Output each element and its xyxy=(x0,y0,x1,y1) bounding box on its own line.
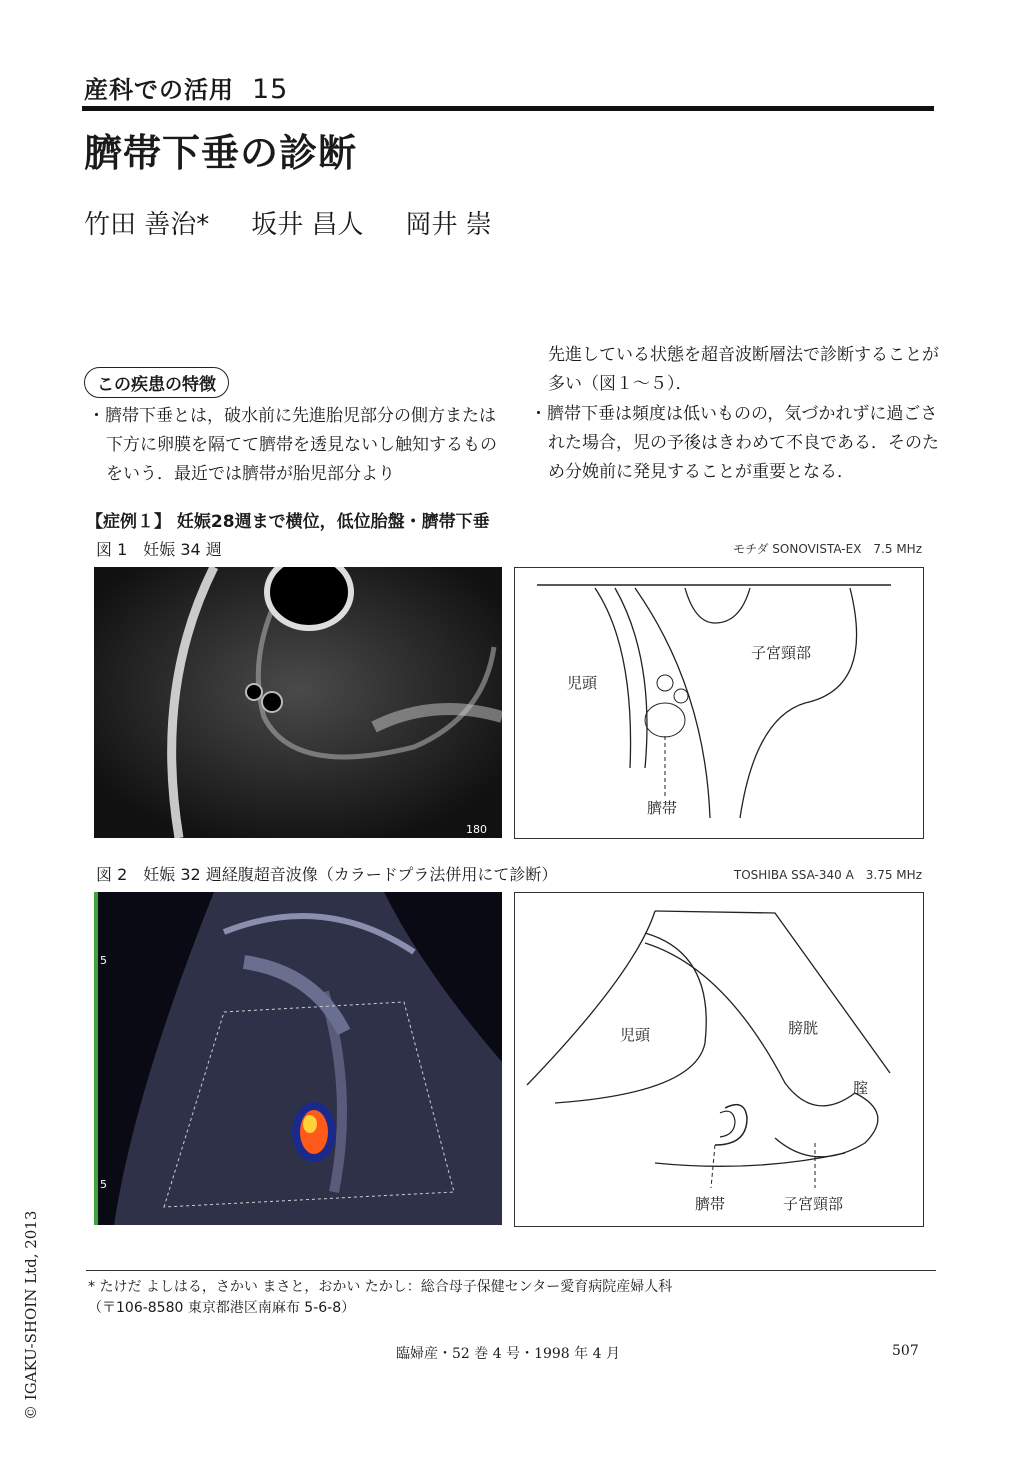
label-cord: 臍帯 xyxy=(695,1195,726,1213)
author-list xyxy=(84,204,534,241)
figure-2-equipment: TOSHIBA SSA-340 A 3.75 MHz xyxy=(733,868,922,882)
feature-bullet-1: ・臍帯下垂とは，破水前に先進胎児部分の側方または下方に卵膜を隔てて臍帯を透見ないし触知するものをいう．最近では臍帯が胎児部分より xyxy=(88,406,497,484)
figure-1-schematic xyxy=(514,567,924,839)
series-header xyxy=(84,70,288,105)
figure-1-caption: 図 1 妊娠 34 週 xyxy=(96,540,222,559)
figure-2-schematic xyxy=(514,892,924,1227)
journal-citation: 臨婦産・52 巻 4 号・1998 年 4 月 xyxy=(396,1346,620,1362)
body-column-left xyxy=(88,402,508,489)
footnote-line-1: * たけだ よしはる，さかい まさと，おかい たかし：総合母子保健センター愛育病院産婦人科 xyxy=(88,1279,673,1295)
label-bladder: 膀胱 xyxy=(788,1019,819,1037)
series-number: 15 xyxy=(252,74,289,105)
body-column-right xyxy=(530,400,940,487)
figure-1-ultrasound-image xyxy=(94,567,502,838)
case-heading: 【症例１】 妊娠28週まで横位，低位胎盤・臍帯下垂 xyxy=(86,512,490,532)
label-fetal-head: 児頭 xyxy=(620,1026,651,1044)
label-cord: 臍帯 xyxy=(647,799,678,817)
author-footnote xyxy=(88,1277,672,1319)
footnote-line-2: （〒106-8580 東京都港区南麻布 5-6-8） xyxy=(88,1300,356,1316)
author-name: 坂井 昌人 xyxy=(251,210,364,240)
scale-label: 180 xyxy=(466,823,487,836)
figure-2-doppler-image xyxy=(94,892,502,1225)
depth-mark: 5 xyxy=(100,1178,107,1191)
author-name: 竹田 善治* xyxy=(84,210,210,240)
label-fetal-head: 児頭 xyxy=(567,674,598,692)
label-cervix: 子宮頸部 xyxy=(783,1195,844,1213)
article-title: 臍帯下垂の診断 xyxy=(84,131,358,175)
figure-2-caption: 図 2 妊娠 32 週経腹超音波像（カラードプラ法併用にて診断） xyxy=(96,865,558,884)
page-number: 507 xyxy=(892,1343,919,1359)
label-cervix: 子宮頸部 xyxy=(751,644,812,662)
series-name: 産科での活用 xyxy=(84,76,234,104)
schematic-drawing-2 xyxy=(515,893,923,1226)
ultrasound-scan-2 xyxy=(94,892,502,1225)
schematic-drawing-1 xyxy=(515,568,923,838)
header-rule xyxy=(82,106,934,111)
footnote-rule xyxy=(86,1270,936,1271)
copyright-notice: © IGAKU-SHOIN Ltd, 2013 xyxy=(22,1210,40,1420)
body-continuation: 先進している状態を超音波断層法で診断することが多い（図１～５）． xyxy=(548,345,939,394)
feature-heading: この疾患の特徴 xyxy=(84,367,229,398)
author-name: 岡井 崇 xyxy=(405,210,492,240)
feature-bullet-2: ・臍帯下垂は頻度は低いものの，気づかれずに過ごされた場合，児の予後はきわめて不良である．そのため分娩前に発見することが重要となる． xyxy=(530,404,939,482)
depth-mark: 5 xyxy=(100,954,107,967)
ultrasound-scan-1 xyxy=(94,567,502,838)
figure-1-equipment: モチダ SONOVISTA-EX 7.5 MHz xyxy=(733,542,922,556)
label-vagina: 腟 xyxy=(853,1079,869,1097)
